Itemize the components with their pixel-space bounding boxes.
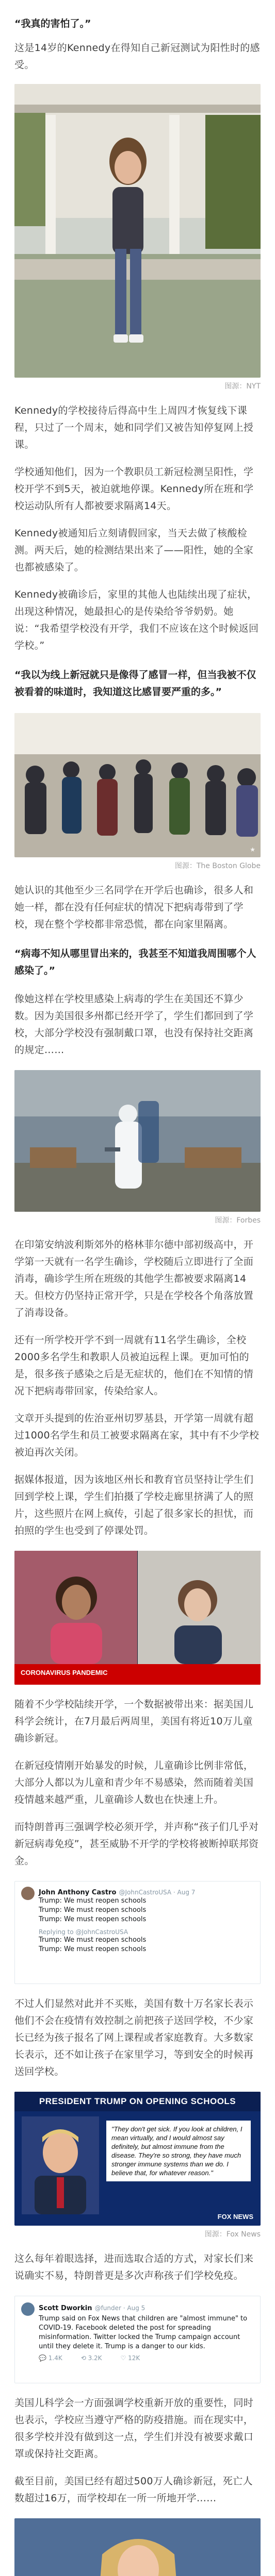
tweet-author: John Anthony Castro (39, 1889, 117, 1896)
tweet-reply-context: Replying to @JohnCastroUSA (39, 1928, 128, 1936)
retweet-icon[interactable]: ⟲ 3.2K (80, 2354, 102, 2362)
paragraph: 不过人们显然对此并不买账，美国有数十万名家长表示他们不会在疫情有效控制之前把孩子送回学校，不少家长已经为孩子报名了网上课程或者家庭教育。大多数家长表示，还不如让孩子在家里学习，等到安全的时候再送回学校。 (14, 1998, 254, 2077)
avatar (21, 2302, 35, 2316)
paragraph: 据媒体报道，因为该地区州长和教育官员坚持让学生们回到学校上课，学生们拍摄了学校走廊里挤满了人的照片，这些照片在网上疯传，引起了很多家长的担忧，而拍照的学生也受到了停课处罚。 (14, 1474, 254, 1536)
reply-count: 1.4K (48, 2354, 62, 2362)
tweet-line: Trump: We must reopen schools (39, 1897, 147, 1905)
paragraph: 在新冠疫情刚开始暴发的时候，儿童确诊比例非常低，大部分人都以为儿童和青少年不易感染，然而随着美国疫情越来越严重，儿童确诊人数也在快速上升。 (14, 1760, 254, 1805)
paragraph: 随着不少学校陆续开学，一个数据被带出来：据美国儿科学会统计，在7月最后两周里，美国有将近10万儿童确诊新冠。 (14, 1699, 254, 1744)
paragraph: 这么每年着眼选择，进而选取合适的方式，对家长们来说确实不易，特朗普更是多次声称孩子们学校免疫。 (14, 2253, 254, 2281)
tweet-handle: @funder · Aug 5 (94, 2304, 145, 2312)
photo-news-anchor (14, 2518, 261, 2576)
like-icon[interactable]: ♡ 12K (120, 2354, 140, 2362)
photo-news-broadcast (14, 1551, 261, 1685)
fox-quote: "They don't get sick. If you look at children, I mean virtually, and I would almost say definitely, but almost immune from the disease. They're so strong, they have much stronger immune systems than we do. I believe that, for whatever reason." (106, 2121, 251, 2181)
paragraph: 像她这样在学校里感染上病毒的学生在美国还不算少数。因为美国很多州都已经开学了，学生们都回到了学校，大部分学校没有强制戴口罩，也没有保持社交距离的规定…… (14, 993, 254, 1056)
tweet-text: Trump said on Fox News that children are "almost immune" to COVID-19. Facebook deleted the post for spreading misinformation. Twitter locked the Trump campaign account until they delete it. Trump is a danger to our kids. (39, 2315, 248, 2350)
tweet-line: Trump: We must reopen schools (39, 1916, 147, 1923)
broadcast-chyron: CORONAVIRUS PANDEMIC (21, 1669, 108, 1676)
highlight-quote: “我以为线上新冠就只是像得了感冒一样，但当我被不仅被看着的味道时，我知道这比感冒要严重的多。” (14, 669, 256, 698)
tweet-line: Trump: We must reopen schools (39, 1945, 147, 1953)
image-caption: 图源：Fox News (204, 2230, 261, 2239)
photo-school-disinfection (14, 1070, 261, 1212)
like-count: 12K (128, 2354, 140, 2362)
broadcast-image (14, 1551, 261, 1685)
photo-girl-porch-image (14, 84, 261, 378)
tweet-line: Trump: We must reopen schools (39, 1936, 147, 1944)
photo-girl-porch (14, 84, 261, 378)
paragraph: Kennedy被通知后立刻请假回家，当天去做了核酸检测。两天后，她的检测结果出来了——阳性，她的全家也都被感染了。 (14, 528, 254, 573)
photo-fox-news (14, 2092, 261, 2226)
highlight-quote: “病毒不知从哪里冒出来的，我甚至不知道我周围哪个人感染了。” (14, 948, 256, 976)
paragraph: 还有一所学校开学不到一周就有11名学生确诊，全校2000多名学生和教职人员被迫远程上课。更加可怕的是，很多孩子感染之后是无症状的，他们在不知情的情况下把病毒带回家，传染给家人。 (14, 1334, 254, 1397)
paragraph: 学校通知他们，因为一个教职员工新冠检测呈阳性，学校开学不到5天，被迫就地停课。Kennedy所在班和学校运动队所有人都被要求隔离14天。 (14, 466, 254, 512)
paragraph: 在印第安纳波利斯郊外的格林菲尔德中部初级高中，开学第一天就有一名学生确诊，学校随后立即进行了全面消毒，确诊学生所在班级的其他学生都被要求隔离14天。但校方仍坚持正常开学，只是在学校各个角落放置了消毒设备。 (14, 1239, 254, 1318)
fox-network-label: FOX NEWS (217, 2213, 253, 2221)
paragraph: Kennedy被确诊后，家里的其他人也陆续出现了症状，出现这种情况，她最担心的是传染给爷爷奶奶。她说：“我希望学校没有开学，我们不应该在这个时候返回学校。” (14, 589, 259, 651)
paragraph: 这是14岁的Kennedy在得知自己新冠测试为阳性时的感受。 (14, 42, 260, 71)
tweet-card-dworkin (14, 2296, 261, 2383)
fox-banner: PRESIDENT TRUMP ON OPENING SCHOOLS (14, 2092, 261, 2111)
paragraph: Kennedy的学校接待后得高中生上周四才恢复线下课程，只过了一个周末，她和同学们又被告知停复网上授课。 (14, 405, 254, 450)
paragraph: 美国儿科学会一方面强调学校重新开放的重要性，同时也表示，学校应当遵守严格的防疫措施。而在现实中，很多学校并没有做到这一点，学生们并没有被要求戴口罩或保持社交距离。 (14, 2397, 254, 2460)
tweet-author: Scott Dworkin (39, 2304, 92, 2312)
tweet-card-castro (14, 1881, 261, 1984)
anchor-image (14, 2518, 261, 2576)
paragraph: 文章开头提到的佐治亚州切罗基县，开学第一周就有超过1000名学生和员工被要求隔离在家，其中有不少学校被迫再次关闭。 (14, 1413, 260, 1458)
speaker-portrait (22, 2116, 99, 2214)
photo-crowded-hallway-image (14, 713, 261, 857)
image-caption: 图源：Forbes (215, 1216, 261, 1225)
image-caption: 图源：NYT (224, 382, 261, 391)
watermark-text: ★ (250, 846, 255, 853)
paragraph: 截至目前，美国已经有超过500万人确诊新冠，死亡人数超过16万，而学校却在一所一所地开学…… (14, 2476, 253, 2504)
photo-disinfection-image (14, 1070, 261, 1212)
avatar (21, 1887, 35, 1900)
opening-quote: “我真的害怕了。” (14, 18, 91, 29)
image-caption: 图源：The Boston Globe (174, 862, 261, 870)
paragraph: 她认识的其他至少三名同学在开学后也确诊，很多人和她一样，都在没有任何症状的情况下把病毒带到了学校，现在整个学校都非常恐慌，都在向家里隔离。 (14, 885, 254, 930)
paragraph: 而特朗普再三强调学校必须开学，并声称“孩子们几乎对新冠病毒免疫”，甚至威胁不开学的学校将被断掉联邦资金。 (14, 1821, 259, 1867)
tweet-handle: @JohnCastroUSA · Aug 7 (119, 1889, 196, 1896)
photo-crowded-hallway (14, 713, 261, 857)
retweet-count: 3.2K (88, 2354, 102, 2362)
tweet-line: Trump: We must reopen schools (39, 1906, 147, 1914)
reply-icon[interactable]: 💬 1.4K (39, 2354, 62, 2362)
